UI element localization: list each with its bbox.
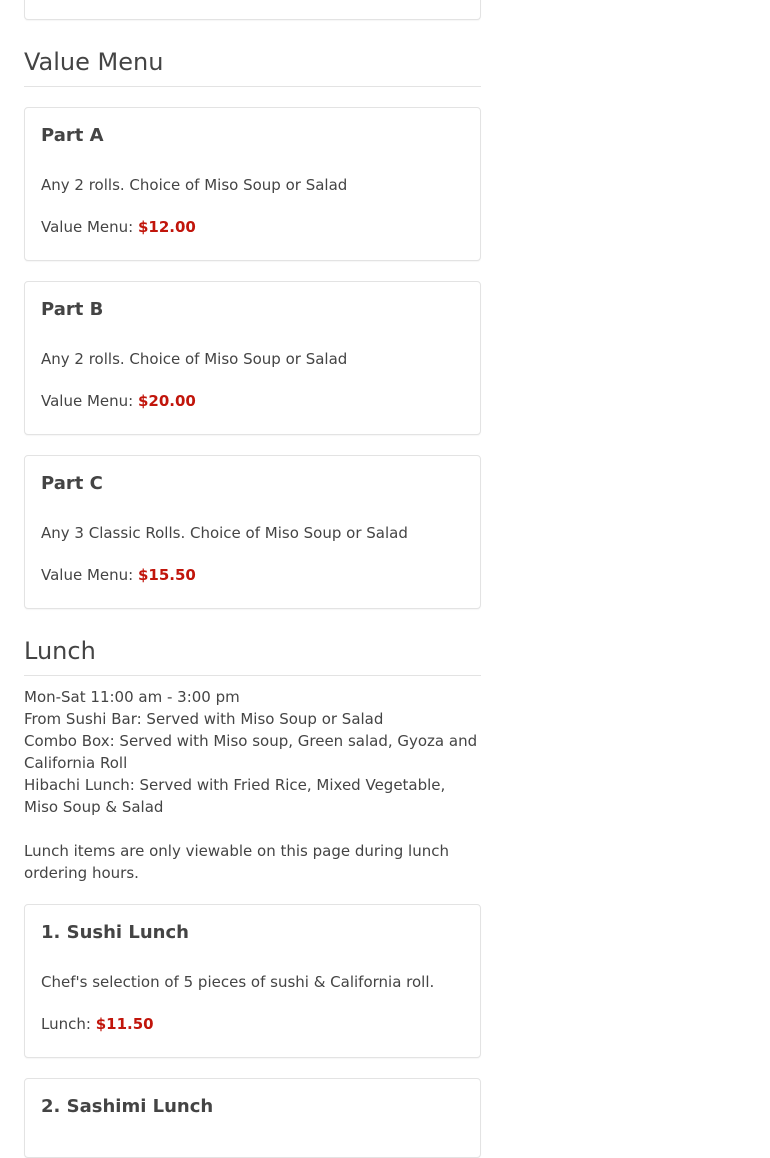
menu-item-card[interactable]: [24, 455, 481, 609]
menu-item-price-line: [41, 392, 196, 410]
menu-item-name: 1. Sushi Lunch: [41, 922, 189, 943]
menu-item-name: 2. Sashimi Lunch: [41, 1096, 214, 1117]
menu-item-price: $11.50: [95, 1015, 154, 1033]
menu-column: [24, 0, 481, 1158]
menu-item-card[interactable]: [24, 281, 481, 435]
menu-item-price-label: Lunch:: [41, 1015, 91, 1033]
menu-item-card[interactable]: [24, 1078, 481, 1158]
lunch-availability-notice: Lunch items are only viewable on this page during lunch ordering hours.: [24, 842, 449, 882]
menu-item-description: Chef's selection of 5 pieces of sushi & California roll.: [41, 973, 435, 991]
section-title-value-menu: Value Menu: [24, 20, 481, 87]
menu-item-description: Any 3 Classic Rolls. Choice of Miso Soup or Salad: [41, 524, 408, 542]
menu-item-price-label: Value Menu:: [41, 566, 134, 584]
lunch-info-line: Combo Box: Served with Miso soup, Green salad, Gyoza and California Roll: [24, 732, 478, 772]
menu-item-price: $12.00: [137, 218, 196, 236]
lunch-hours: Mon-Sat 11:00 am - 3:00 pm: [24, 688, 240, 706]
menu-item-name: Part A: [41, 125, 104, 146]
menu-item-price-label: Value Menu:: [41, 392, 134, 410]
menu-item-price: $20.00: [137, 392, 196, 410]
menu-item-name: Part C: [41, 473, 103, 494]
menu-item-price-line: [41, 218, 196, 236]
lunch-info: [24, 686, 481, 818]
menu-item-price-label: Value Menu:: [41, 218, 134, 236]
previous-menu-item-card[interactable]: [24, 0, 481, 20]
menu-item-name: Part B: [41, 299, 104, 320]
menu-item-price: $15.50: [137, 566, 196, 584]
menu-item-price-line: [41, 1015, 154, 1033]
menu-item-description: Any 2 rolls. Choice of Miso Soup or Salad: [41, 176, 348, 194]
lunch-info-line: Hibachi Lunch: Served with Fried Rice, Mixed Vegetable, Miso Soup & Salad: [24, 776, 446, 816]
menu-item-card[interactable]: [24, 107, 481, 261]
menu-item-card[interactable]: [24, 904, 481, 1058]
lunch-info-line: From Sushi Bar: Served with Miso Soup or Salad: [24, 710, 384, 728]
section-title-lunch: Lunch: [24, 609, 481, 676]
menu-item-price-line: [41, 566, 196, 584]
menu-item-description: Any 2 rolls. Choice of Miso Soup or Salad: [41, 350, 348, 368]
